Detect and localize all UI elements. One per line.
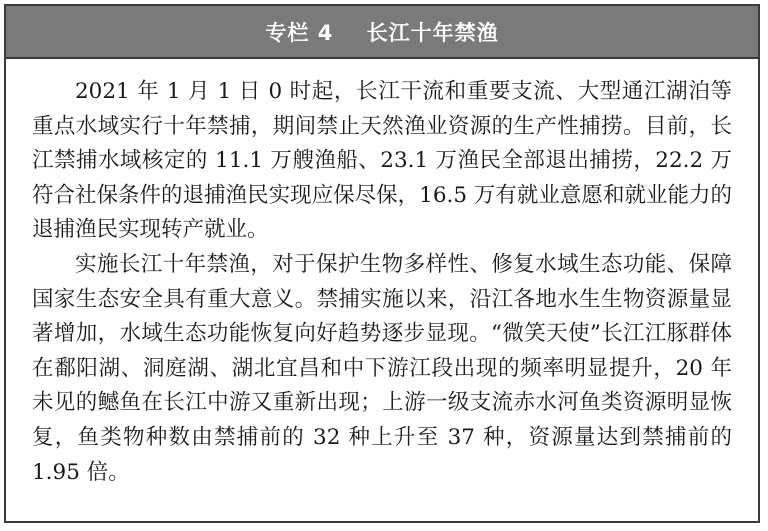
paragraph-1: 2021 年 1 月 1 日 0 时起，长江干流和重要支流、大型通江湖泊等重点水域实行十年禁捕，期间禁止天然渔业资源的生产性捕捞。目前，长江禁捕水域核定的 11.1 万艘渔船、23.1 万渔民全部退出捕捞，22.2 万符合社保条件的退捕渔民实现应保尽保，16.5 万有就业意愿和就业能力的退捕渔民实现转产就业。 [32, 79, 732, 243]
box-content [6, 59, 758, 490]
sidebar-box [4, 4, 760, 523]
box-title: 专栏 4 长江十年禁渔 [265, 20, 499, 45]
box-header [6, 6, 758, 59]
paragraph-2: 实施长江十年禁渔，对于保护生物多样性、修复水域生态功能、保障国家生态安全具有重大意义。禁捕实施以来，沿江各地水生生物资源量显著增加，水域生态功能恢复向好趋势逐步显现。“微笑天使”长江江豚群体在鄱阳湖、洞庭湖、湖北宜昌和中下游江段出现的频率明显提升，20 年未见的鳡鱼在长江中游又重新出现；上游一级支流赤水河鱼类资源明显恢复，鱼类物种数由禁捕前的 32 种上升至 37 种，资源量达到禁捕前的 1.95 倍。 [32, 251, 732, 485]
